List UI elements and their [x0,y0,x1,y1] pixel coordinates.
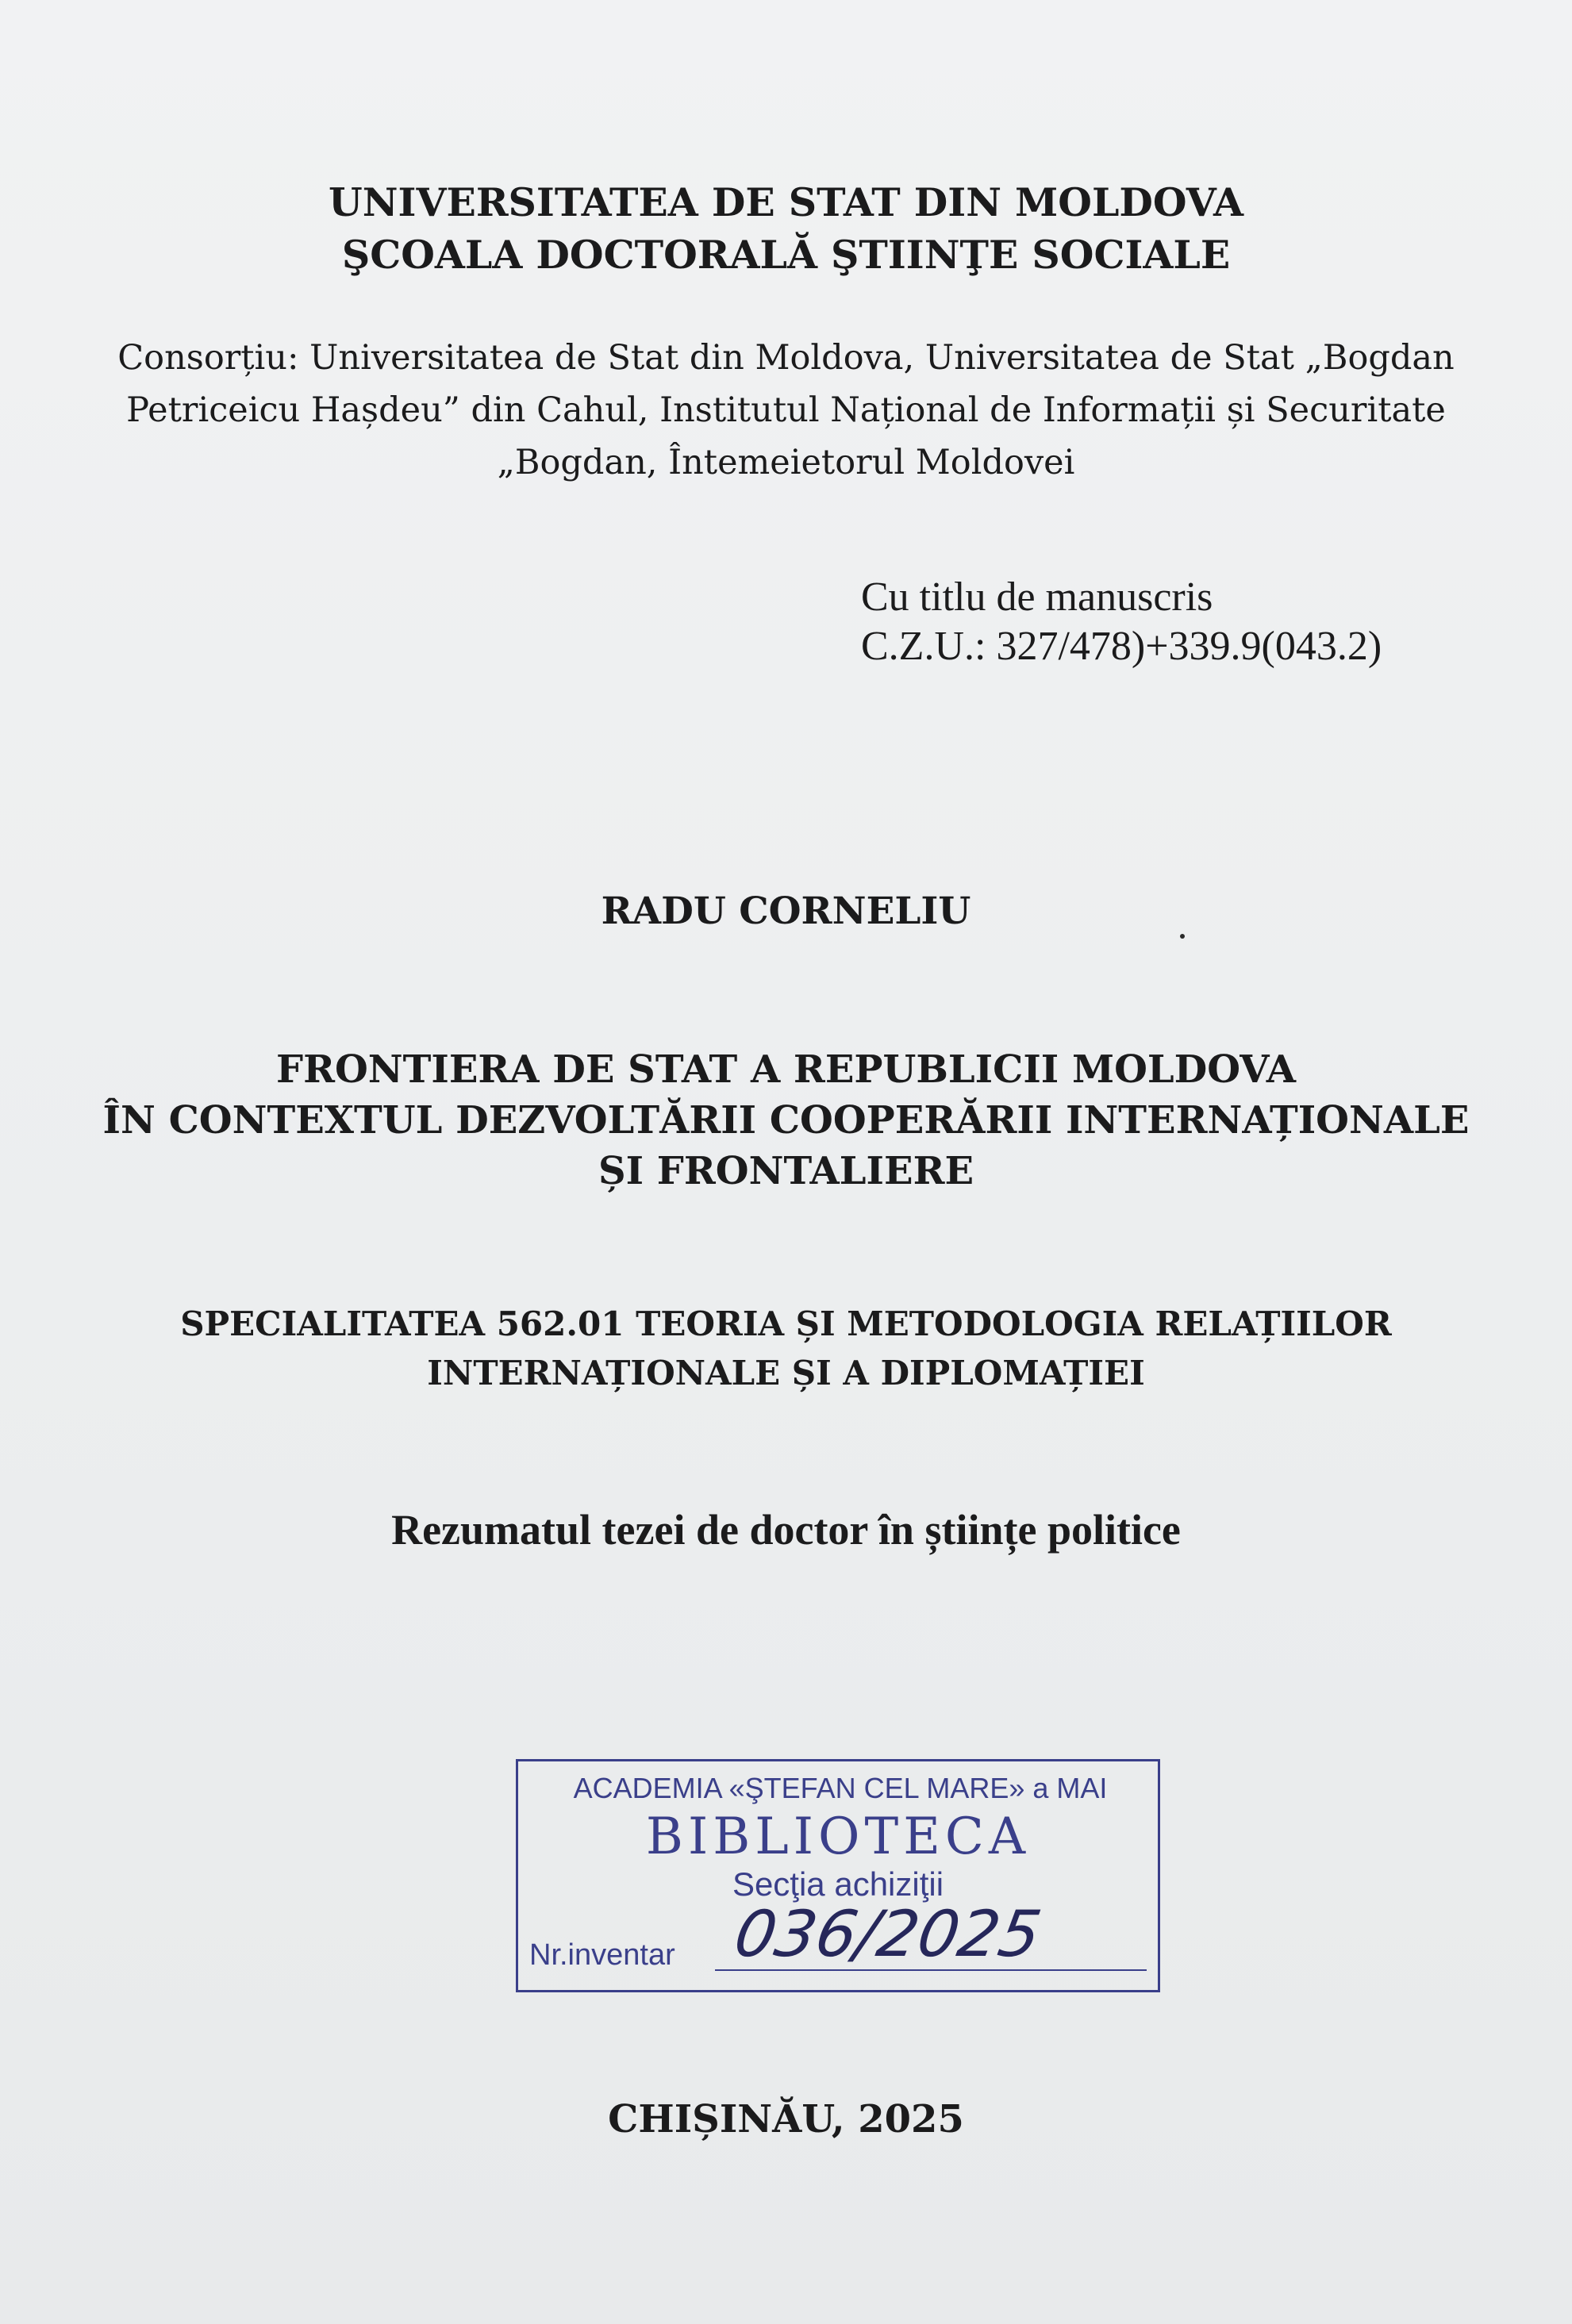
university-name: UNIVERSITATEA DE STAT DIN MOLDOVA [329,179,1243,225]
stamp-library: BIBLIOTECA [645,1807,1031,1866]
thesis-title [0,1044,1572,1197]
thesis-title-line-1: FRONTIERA DE STAT A REPUBLICII MOLDOVA [275,1047,1296,1092]
stamp-inventory-line [715,1969,1147,1971]
consortium-line-3: „Bogdan, Întemeietorul Moldovei [497,443,1075,482]
library-stamp [516,1759,1160,1992]
thesis-title-line-2: ÎN CONTEXTUL DEZVOLTĂRII COOPERĂRII INTERNAȚIONALE [102,1098,1470,1143]
consortium-line-1: Consorțiu: Universitatea de Stat din Moldova, Universitatea de Stat „Bogdan [117,338,1455,378]
thesis-title-line-3: ȘI FRONTALIERE [598,1149,974,1193]
doctoral-school-name: ŞCOALA DOCTORALĂ ŞTIINŢE SOCIALE [341,232,1231,278]
specialty-line-2: INTERNAȚIONALE ȘI A DIPLOMAȚIEI [427,1354,1145,1392]
stray-dot [1180,934,1185,939]
udc-code: C.Z.U.: 327/478)+339.9(043.2) [861,624,1382,669]
stamp-inventory-label: Nr.inventar [529,1938,675,1972]
degree-subtitle: Rezumatul tezei de doctor în științe politice [391,1506,1181,1554]
consortium-line-2: Petriceicu Hașdeu” din Cahul, Institutul Național de Informații și Securitate [126,390,1446,430]
author-name: RADU CORNELIU [601,889,971,933]
stamp-institution: ACADEMIA «ŞTEFAN CEL MARE» a MAI [573,1772,1108,1804]
manuscript-label: Cu titlu de manuscris [861,574,1213,620]
city-year: CHIȘINĂU, 2025 [608,2097,964,2142]
institution-header [0,176,1572,281]
stamp-section: Secţia achiziţii [732,1865,944,1903]
consortium-text [0,332,1572,489]
specialty-line-1: SPECIALITATEA 562.01 TEORIA ȘI METODOLOGIA RELAȚIILOR [180,1304,1392,1343]
specialty [0,1300,1572,1398]
stamp-inventory-number: 036/2025 [728,1897,1047,1971]
manuscript-note [861,573,1382,671]
